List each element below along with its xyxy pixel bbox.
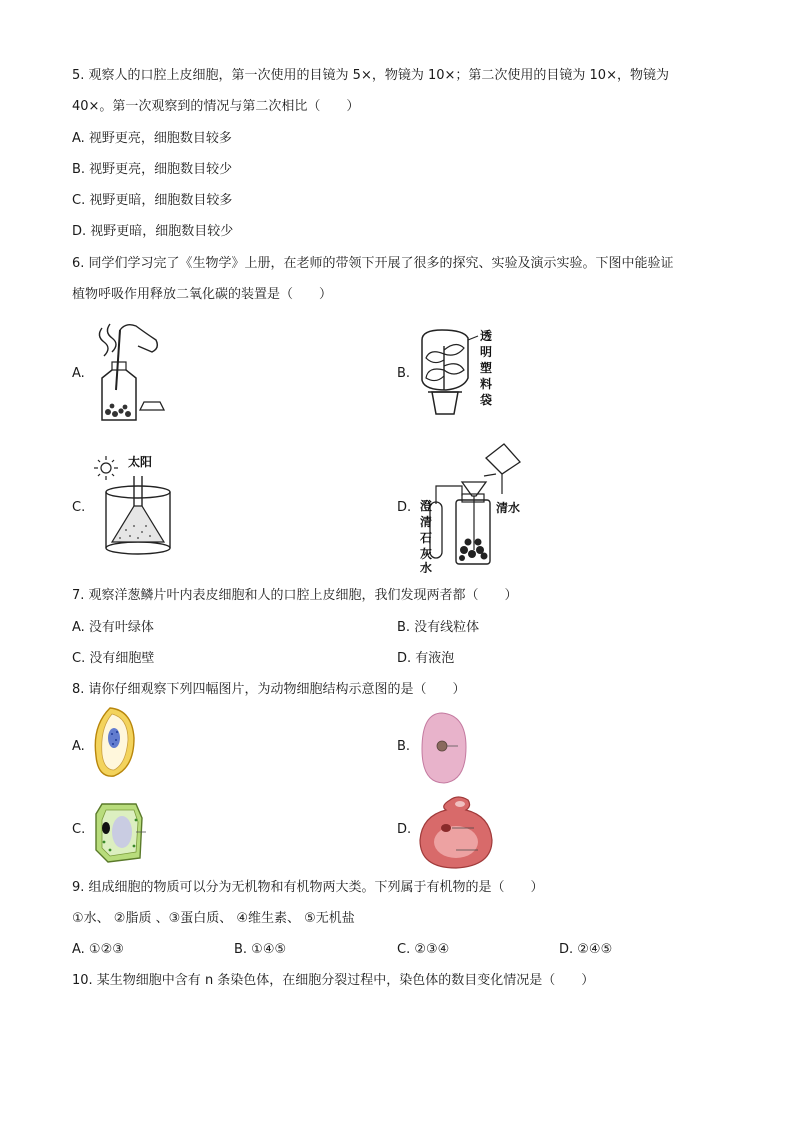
fig-d-left-5: 水: [420, 561, 433, 573]
q6-option-c-letter[interactable]: C.: [72, 500, 86, 515]
q7-option-a[interactable]: A. 没有叶绿体: [72, 620, 154, 635]
q8-option-c-letter[interactable]: C.: [72, 822, 86, 837]
q6-stem-line2: 植物呼吸作用释放二氧化碳的装置是（ ）: [72, 287, 333, 302]
fig-limewater-apparatus: [418, 438, 528, 573]
q6-option-d-letter[interactable]: D.: [397, 500, 412, 515]
fig-sun-beaker: [90, 452, 180, 564]
q9-option-d[interactable]: D. ②④⑤: [559, 942, 613, 957]
q8-option-a-letter[interactable]: A.: [72, 739, 85, 754]
q6-option-b-letter[interactable]: B.: [397, 366, 411, 381]
fig-d-left-3: 石: [420, 531, 433, 545]
q9-option-b[interactable]: B. ①④⑤: [234, 942, 287, 957]
fig-animal-cell-pink: [420, 710, 470, 786]
q5-stem-line2: 40×。第一次观察到的情况与第二次相比（ ）: [72, 99, 360, 114]
q6-option-a-letter[interactable]: A.: [72, 366, 85, 381]
fig-d-left-4: 灰: [420, 547, 433, 561]
q5-option-d[interactable]: D. 视野更暗，细胞数目较少: [72, 224, 234, 239]
q8-option-b-letter[interactable]: B.: [397, 739, 411, 754]
q7-stem: 7. 观察洋葱鳞片叶内表皮细胞和人的口腔上皮细胞，我们发现两者都（ ）: [72, 588, 518, 603]
q8-option-d-letter[interactable]: D.: [397, 822, 412, 837]
q9-option-c[interactable]: C. ②③④: [397, 942, 450, 957]
q9-stem: 9. 组成细胞的物质可以分为无机物和有机物两大类。下列属于有机物的是（ ）: [72, 880, 544, 895]
q5-option-b[interactable]: B. 视野更亮，细胞数目较少: [72, 162, 233, 177]
fig-b-label-4: 料: [480, 377, 493, 391]
fig-b-label-5: 袋: [480, 393, 493, 407]
sun-icon: [94, 456, 118, 480]
q7-option-c[interactable]: C. 没有细胞壁: [72, 651, 155, 666]
q5-stem-line1: 5. 观察人的口腔上皮细胞，第一次使用的目镜为 5×，物镜为 10×；第二次使用的目镜为 10×，物镜为: [72, 68, 669, 83]
q9-option-a[interactable]: A. ①②③: [72, 942, 124, 957]
fig-plant-cell-green: [92, 800, 148, 864]
q7-option-b[interactable]: B. 没有线粒体: [397, 620, 480, 635]
fig-b-label-1: 透: [480, 329, 493, 343]
q9-items: ①水、 ②脂质 、③蛋白质、 ④维生素、 ⑤无机盐: [72, 911, 355, 926]
fig-plant-plastic-bag: [410, 326, 502, 422]
fig-b-label-3: 塑: [480, 361, 493, 375]
fig-c-label-sun: 太阳: [128, 455, 153, 469]
q5-option-c[interactable]: C. 视野更暗，细胞数目较多: [72, 193, 233, 208]
q6-stem-line1: 6. 同学们学习完了《生物学》上册，在老师的带领下开展了很多的探究、实验及演示实验。下图中能验证: [72, 256, 674, 271]
q8-stem: 8. 请你仔细观察下列四幅图片，为动物细胞结构示意图的是（ ）: [72, 682, 466, 697]
fig-b-label-2: 明: [480, 345, 493, 359]
q10-stem: 10. 某生物细胞中含有 n 条染色体，在细胞分裂过程中，染色体的数目变化情况是（ ）: [72, 973, 595, 988]
fig-cell-red-round: [416, 794, 500, 870]
q5-option-a[interactable]: A. 视野更亮，细胞数目较多: [72, 131, 232, 146]
fig-d-left-2: 清: [420, 515, 433, 529]
q7-option-d[interactable]: D. 有液泡: [397, 651, 455, 666]
fig-plant-cell-yellow: [92, 704, 138, 780]
fig-d-label-right: 清水: [496, 501, 521, 515]
fig-d-left-1: 澄: [420, 499, 433, 513]
fig-burning-stick-jar: [90, 318, 170, 428]
